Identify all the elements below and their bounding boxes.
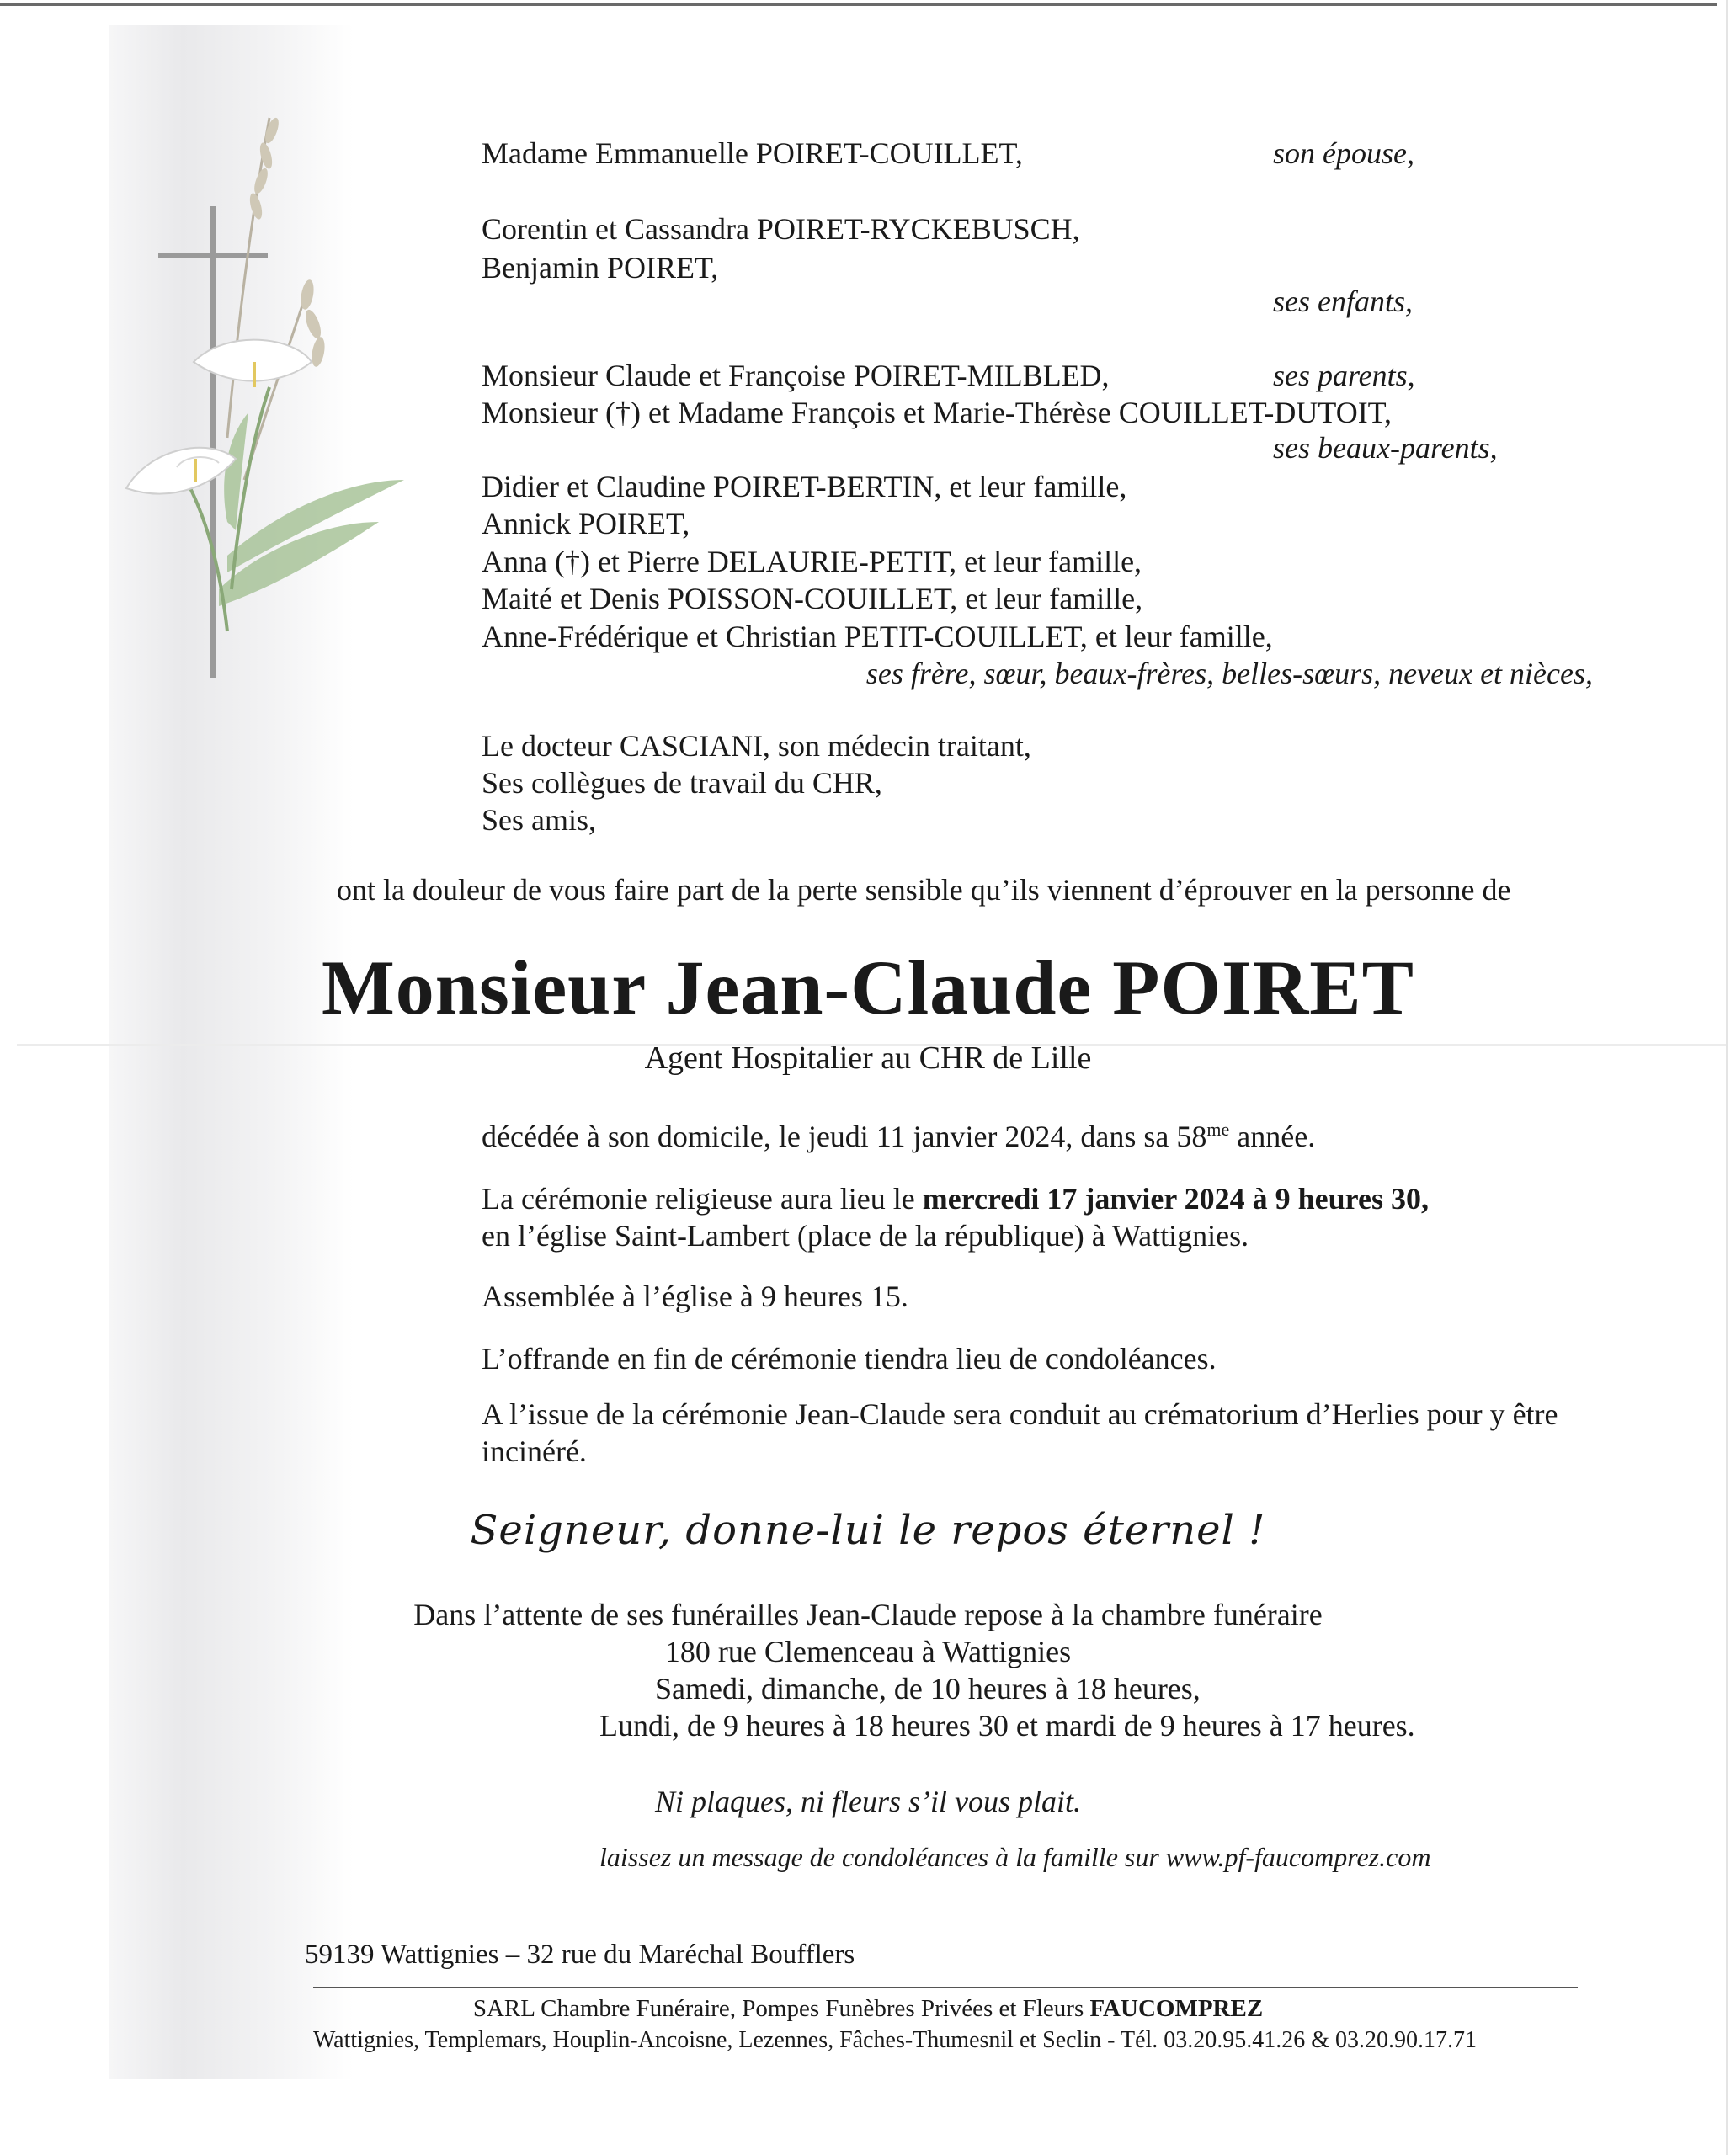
line-colleagues: Ses collègues de travail du CHR, [482, 766, 882, 800]
relation-spouse: son épouse, [1273, 136, 1414, 170]
family-line-in-laws: Monsieur (†) et Madame François et Marie-Thérèse COUILLET-DUTOIT, [482, 396, 1393, 429]
ordinal-suffix: me [1206, 1119, 1230, 1140]
assembly-line: Assemblée à l’église à 9 heures 15. [482, 1280, 908, 1313]
ceremony-line [482, 1180, 1429, 1217]
cross-icon [158, 206, 268, 678]
death-text-end: année. [1229, 1120, 1316, 1153]
no-flowers-note: Ni plaques, ni fleurs s’il vous plait. [654, 1785, 1081, 1818]
condolences-note: laissez un message de condoléances à la famille sur www.pf-faucomprez.com [599, 1842, 1431, 1872]
line-doctor: Le docteur CASCIANI, son médecin traitant, [482, 729, 1031, 763]
cremation-line-1: A l’issue de la cérémonie Jean-Claude sera conduit au crématorium d’Herlies pour y être [482, 1397, 1558, 1431]
ceremony-date: mercredi 17 janvier 2024 à 9 heures 30, [922, 1182, 1429, 1216]
footer-divider [313, 1987, 1578, 1988]
death-text: décédée à son domicile, le jeudi 11 janvier 2024, dans sa 58 [482, 1120, 1207, 1153]
family-line-children-2: Benjamin POIRET, [482, 251, 719, 285]
deceased-occupation: Agent Hospitalier au CHR de Lille [644, 1040, 1092, 1076]
cremation-line-2: incinéré. [482, 1434, 587, 1468]
prayer-line: Seigneur, donne-lui le repos éternel ! [470, 1507, 1266, 1554]
line-friends: Ses amis, [482, 803, 597, 837]
viewing-line-4: Lundi, de 9 heures à 18 heures 30 et mardi de 9 heures à 17 heures. [599, 1709, 1415, 1743]
footer-company [0, 1993, 1736, 2024]
company-brand: FAUCOMPREZ [1089, 1995, 1264, 2022]
family-line-sibling-3: Anna (†) et Pierre DELAURIE-PETIT, et leur famille, [482, 545, 1142, 578]
announcement-sentence: ont la douleur de vous faire part de la perte sensible qu’ils viennent d’éprouver en la personne de [337, 873, 1511, 907]
family-line-sibling-4: Maité et Denis POISSON-COUILLET, et leur famille, [482, 582, 1143, 615]
relation-in-laws: ses beaux-parents, [1273, 431, 1498, 465]
leaf-icon [219, 412, 404, 606]
family-line-sibling-5: Anne-Frédérique et Christian PETIT-COUILLET, et leur famille, [482, 620, 1273, 653]
family-line-sibling-2: Annick POIRET, [482, 507, 690, 540]
lily-icon [126, 340, 312, 494]
relation-siblings: ses frère, sœur, beaux-frères, belles-sœurs, neveux et nièces, [865, 657, 1593, 690]
family-line-spouse: Madame Emmanuelle POIRET-COUILLET, [482, 136, 1023, 170]
church-line: en l’église Saint-Lambert (place de la république) à Wattignies. [482, 1219, 1249, 1253]
family-line-children-1: Corentin et Cassandra POIRET-RYCKEBUSCH, [482, 212, 1080, 246]
cross-lily-wheat-ornament [101, 84, 421, 690]
viewing-line-3: Samedi, dimanche, de 10 heures à 18 heures, [655, 1672, 1201, 1705]
footer-address: 59139 Wattignies – 32 rue du Maréchal Boufflers [305, 1940, 855, 1970]
footer-locations: Wattignies, Templemars, Houplin-Ancoisne, Lezennes, Fâches-Thumesnil et Seclin - Tél. 03.20.95.41.26 & 03.20.90.17.71 [313, 2027, 1478, 2053]
family-line-sibling-1: Didier et Claudine POIRET-BERTIN, et leur famille, [482, 470, 1127, 503]
offering-line: L’offrande en fin de cérémonie tiendra lieu de condoléances. [482, 1342, 1217, 1375]
scan-right-edge [1726, 0, 1728, 2155]
relation-children: ses enfants, [1273, 285, 1413, 318]
relation-parents: ses parents, [1273, 359, 1415, 392]
deceased-name: Monsieur Jean-Claude POIRET [321, 944, 1415, 1030]
ceremony-text: La cérémonie religieuse aura lieu le [482, 1182, 923, 1216]
company-text: SARL Chambre Funéraire, Pompes Funèbres Privées et Fleurs [472, 1995, 1090, 2022]
scan-top-edge [0, 3, 1717, 6]
death-line [482, 1118, 1315, 1155]
viewing-line-1: Dans l’attente de ses funérailles Jean-Claude repose à la chambre funéraire [413, 1598, 1323, 1631]
family-line-parents: Monsieur Claude et Françoise POIRET-MILBLED, [482, 359, 1110, 392]
viewing-line-2: 180 rue Clemenceau à Wattignies [664, 1635, 1072, 1668]
